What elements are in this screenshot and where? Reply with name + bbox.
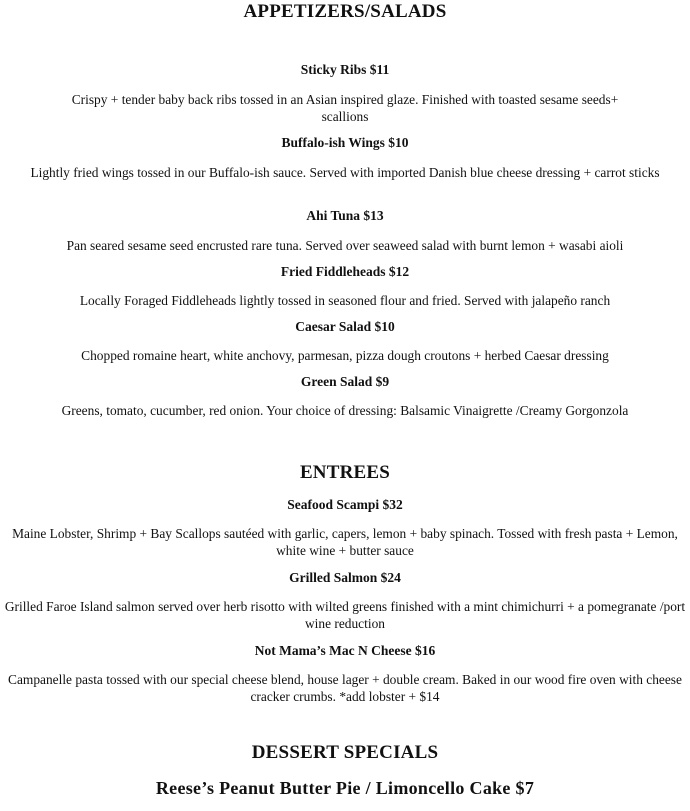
entrees-title: ENTREES <box>299 462 391 483</box>
menu-item-description: Locally Foraged Fiddleheads lightly tossed in seasoned flour and fried. Served with jalapeño ranch <box>79 293 611 308</box>
menu-item-description: Campanelle pasta tossed with our special cheese blend, house lager + double cream. Baked in our wood fire oven with cheese cracker crumbs. *add lobster + $14 <box>8 672 682 704</box>
menu-item-name: Fried Fiddleheads $12 <box>280 264 410 279</box>
menu-item-description: Crispy + tender baby back ribs tossed in an Asian inspired glaze. Finished with toasted sesame seeds+ scallions <box>71 92 619 124</box>
desserts-title: DESSERT SPECIALS <box>251 742 439 763</box>
menu-item-name: Caesar Salad $10 <box>295 319 395 334</box>
menu-item-name: Not Mama’s Mac N Cheese $16 <box>254 643 436 658</box>
menu-item-description: Pan seared sesame seed encrusted rare tuna. Served over seaweed salad with burnt lemon + wasabi aioli <box>66 238 624 253</box>
menu-item-name: Buffalo-ish Wings $10 <box>281 135 409 150</box>
menu-item-name: Sticky Ribs $11 <box>300 62 390 77</box>
menu-item-description: Chopped romaine heart, white anchovy, parmesan, pizza dough croutons + herbed Caesar dressing <box>81 348 609 363</box>
menu-item-name: Grilled Salmon $24 <box>289 570 401 585</box>
dessert-specials-line: Reese’s Peanut Butter Pie / Limoncello Cake $7 <box>155 778 535 798</box>
menu-item-name: Green Salad $9 <box>300 374 390 389</box>
menu-item-description: Lightly fried wings tossed in our Buffalo-ish sauce. Served with imported Danish blue cheese dressing + carrot sticks <box>30 165 660 180</box>
menu-item-description: Maine Lobster, Shrimp + Bay Scallops sautéed with garlic, capers, lemon + baby spinach. Tossed with fresh pasta + Lemon, white wine + butter sauce <box>12 526 678 558</box>
menu-item-description: Grilled Faroe Island salmon served over herb risotto with wilted greens finished with a mint chimichurri + a pomegranate /port wine reduction <box>4 599 686 631</box>
menu-item-name: Ahi Tuna $13 <box>306 208 384 223</box>
appetizers-title: APPETIZERS/SALADS <box>243 1 447 22</box>
menu-item-description: Greens, tomato, cucumber, red onion. Your choice of dressing: Balsamic Vinaigrette /Creamy Gorgonzola <box>61 403 629 418</box>
menu-item-name: Seafood Scampi $32 <box>287 497 403 512</box>
